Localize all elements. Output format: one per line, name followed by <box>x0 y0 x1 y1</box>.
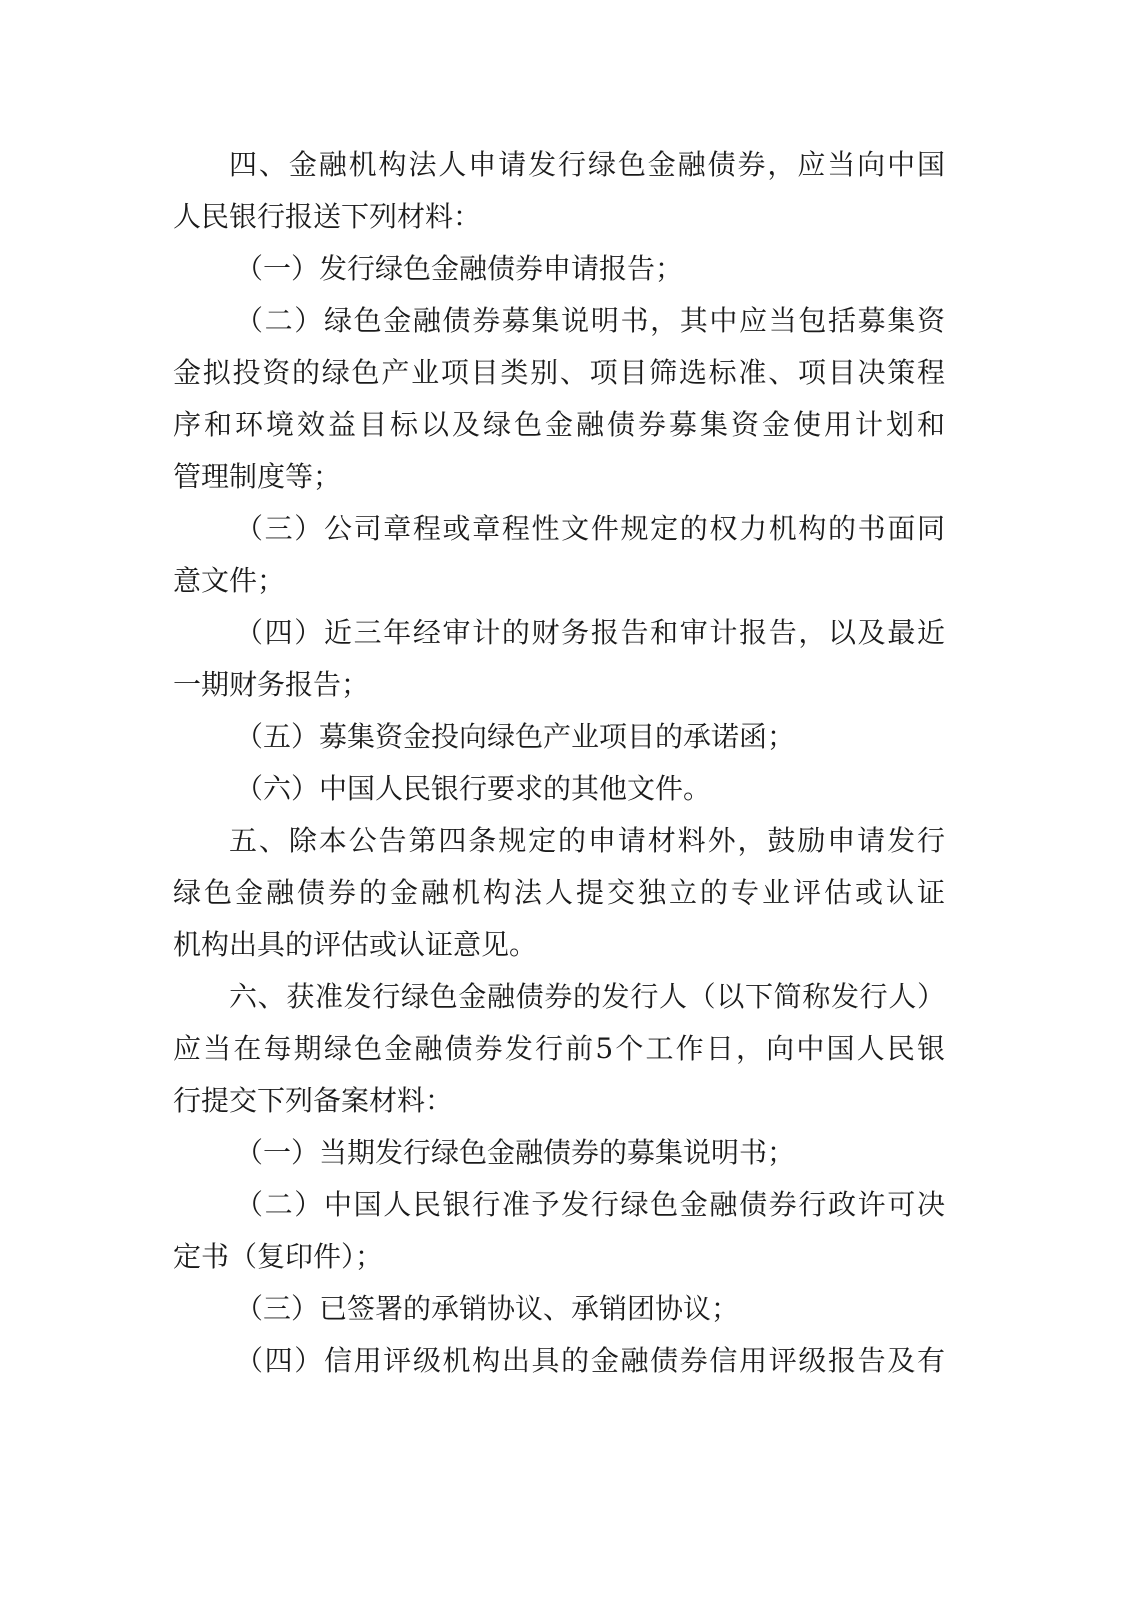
text-line: （六）中国人民银行要求的其他文件。 <box>235 772 712 805</box>
text-line: （三）公司章程或章程性文件规定的权力机构的书面同 <box>235 512 945 545</box>
text-line: 五、除本公告第四条规定的申请材料外，鼓励申请发行 <box>229 824 945 857</box>
text-line: 应当在每期绿色金融债券发行前5个工作日，向中国人民银 <box>173 1032 945 1065</box>
text-line: （一）发行绿色金融债券申请报告； <box>235 252 684 285</box>
text-line: 定书（复印件）； <box>173 1240 384 1273</box>
text-line: 行提交下列备案材料： <box>173 1084 454 1117</box>
text-line: 人民银行报送下列材料： <box>173 200 482 233</box>
text-line: 机构出具的评估或认证意见。 <box>173 928 538 961</box>
text-line: （三）已签署的承销协议、承销团协议； <box>235 1292 740 1325</box>
text-line: 四、金融机构法人申请发行绿色金融债券，应当向中国 <box>229 148 945 181</box>
text-line: 序和环境效益目标以及绿色金融债券募集资金使用计划和 <box>173 408 945 441</box>
text-line: （四）近三年经审计的财务报告和审计报告，以及最近 <box>235 616 945 649</box>
text-line: （二）中国人民银行准予发行绿色金融债券行政许可决 <box>235 1188 945 1221</box>
text-line: 意文件； <box>173 564 286 597</box>
text-line: （一）当期发行绿色金融债券的募集说明书； <box>235 1136 796 1169</box>
text-line: （二）绿色金融债券募集说明书，其中应当包括募集资 <box>235 304 945 337</box>
text-line: （五）募集资金投向绿色产业项目的承诺函； <box>235 720 796 753</box>
text-line: 六、获准发行绿色金融债券的发行人（以下简称发行人） <box>229 980 945 1013</box>
text-line: （四）信用评级机构出具的金融债券信用评级报告及有 <box>235 1344 945 1377</box>
text-line: 绿色金融债券的金融机构法人提交独立的专业评估或认证 <box>173 876 945 909</box>
text-line: 一期财务报告； <box>173 668 370 701</box>
text-line: 管理制度等； <box>173 460 342 493</box>
text-line: 金拟投资的绿色产业项目类别、项目筛选标准、项目决策程 <box>173 356 945 389</box>
